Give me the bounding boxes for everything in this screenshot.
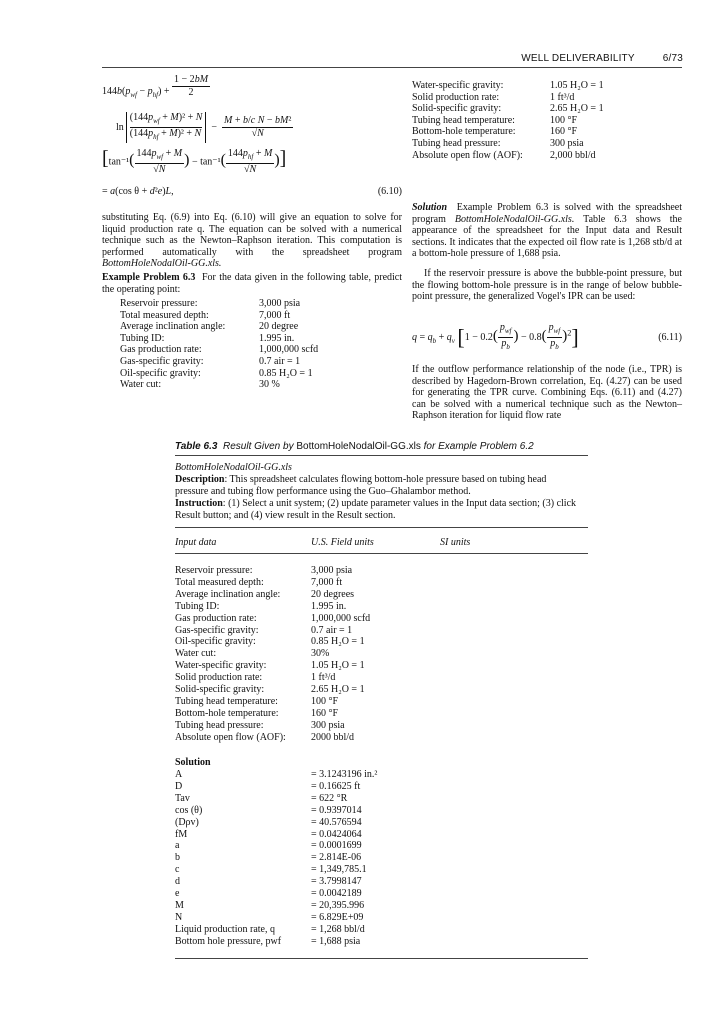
result-row [175,781,377,793]
parameter-row [120,344,318,356]
parameter-row-value: 3,000 psia [259,298,301,309]
column-header-input: Input data [175,537,217,548]
input-row [175,601,370,613]
solution-results-table [175,769,377,948]
input-row-label: Bottom-hole temperature: [175,707,279,719]
parameter-row [412,92,604,104]
parameter-row-label: Bottom-hole temperature: [412,126,516,138]
file-name-text: BottomHoleNodalOil-GG.xls [175,462,292,473]
input-row-value: 160 °F [311,707,339,719]
description-text: : This spreadsheet calculates flowing bottom-hole pressure based on tubing head pressure and tubing flow performance using the Guo–Ghalambor method. [175,474,547,497]
column-header-si-units: SI units [440,537,471,548]
solution-label: Solution [412,202,448,213]
input-row-value: 1,000,000 scfd [311,612,371,624]
parameter-row-value: 2,000 bbl/d [550,149,596,161]
body-paragraph [102,212,402,270]
result-row [175,805,377,817]
result-row-value: = 0.0001699 [311,840,362,852]
parameter-row-value: 1.05 H₂O = 1 [550,80,604,91]
section-title: WELL DELIVERABILITY [521,53,635,64]
parameter-row [412,150,604,162]
header-rule [102,67,682,68]
example-parameter-list-continued [412,80,604,161]
input-row-value: 100 °F [311,695,339,707]
result-row [175,852,377,864]
example-text: For the data given in the following table, predict the operating point: [102,272,403,295]
result-row-value: = 1,268 bbl/d [311,923,365,935]
parameter-row [412,115,604,127]
parameter-row-label: Gas production rate: [120,344,202,356]
input-row [175,636,370,648]
parameter-row [120,298,318,310]
result-row [175,840,377,852]
result-row [175,876,377,888]
equation-number: (6.11) [658,332,682,343]
table-label: Table 6.3 [175,441,218,452]
input-row [175,684,370,696]
parameter-row-label: Reservoir pressure: [120,298,198,309]
paragraph-text: If the reservoir pressure is above the bubble-point pressure, but the flowing bottom-hole pressure is in the range of below bubble-point pressure, the generalized Vogel's IPR can be used: [412,268,682,303]
result-row [175,900,377,912]
parameter-row [120,321,318,333]
result-row-label: A [175,769,183,780]
parameter-row-label: Tubing head pressure: [412,137,501,149]
parameter-row-label: Total measured depth: [120,309,209,321]
input-data-table [175,565,370,744]
input-row-label: Average inclination angle: [175,588,281,600]
table-file-name [175,462,292,474]
table-header-row [175,537,588,549]
parameter-row [412,80,604,92]
input-row-value: 1.995 in. [311,600,347,612]
input-row-label: Absolute open flow (AOF): [175,731,286,743]
input-row [175,565,370,577]
input-row-label: Tubing ID: [175,600,220,612]
parameter-row [120,379,318,391]
parameter-row-value: 300 psia [550,137,584,149]
instruction-label: Instruction [175,498,223,509]
input-row-value: 0.85 H₂O = 1 [311,636,365,648]
input-row-value: 1 ft³/d [311,672,336,684]
parameter-row-value: 100 °F [550,114,578,126]
body-paragraph [412,364,682,422]
result-row-label: Tav [175,792,190,804]
input-row [175,720,370,732]
result-row-label: fM [175,828,188,840]
result-row [175,769,377,781]
body-paragraph [412,268,682,303]
table-bottom-rule [175,958,588,959]
result-row-value: = 0.16625 ft [311,780,361,792]
caption-filename: BottomHoleNodalOil-GG.xls [296,441,421,452]
parameter-row-label: Tubing ID: [120,332,165,344]
parameter-row-value: 1,000,000 scfd [259,344,319,356]
result-row-label: e [175,888,180,900]
input-row [175,589,370,601]
result-row-label: a [175,840,180,852]
table-caption [175,441,534,452]
parameter-row-value: 160 °F [550,126,578,138]
input-row [175,625,370,637]
parameter-row [412,126,604,138]
result-row-value: = 622 °R [311,792,348,804]
result-row-value: = 3.1243196 in.² [311,769,378,780]
result-row-label: d [175,876,180,888]
input-row-value: 3,000 psia [311,565,353,576]
equation-6-10: $144b(p_{wf} - p_{hf})$ + $\frac{1 - 2bM}{2}$ ln $(144p_{wf} + M)^2 + N$ $(144p_{hf} + M)^2 + N$ − $\frac{\text{M + b/c N − bM²}}{√N}$ [tan⁻¹( $\frac{144p_{wf} + M}{√N}$ ) − tan⁻¹( $\frac{144p_{hf} + M}{√N}$ )] = a(cos θ + d²e)L, (6.10) [102,74,402,197]
result-row [175,817,377,829]
equation-6-11: $q = q_b + q_v$ [1 − 0.2( $\frac{p_{wf}}{p_b}$ ) − 0.8( $\frac{p_{wf}}{p_b}$ )$^2$] (6.11) [412,322,682,351]
caption-text: Result Given by [223,441,297,452]
column-header-us-units: U.S. Field units [311,537,374,548]
input-row [175,613,370,625]
result-row-label: M [175,899,184,911]
result-row [175,793,377,805]
input-row-value: 2.65 H₂O = 1 [311,684,365,696]
input-row [175,696,370,708]
table-instruction [175,498,580,521]
parameter-row-value: 2.65 H₂O = 1 [550,103,604,115]
parameter-row-label: Water-specific gravity: [412,80,504,91]
input-row-value: 20 degrees [311,588,355,600]
result-row-label: b [175,852,180,864]
input-row [175,577,370,589]
result-row-value: = 1,349,785.1 [311,864,367,876]
solution-heading [175,757,211,769]
input-row [175,672,370,684]
example-label: Example Problem 6.3 [102,272,196,283]
parameter-row [120,333,318,345]
table-description [175,474,580,497]
parameter-row-value: 0.85 H₂O = 1 [259,367,313,379]
running-header [521,53,683,64]
input-row-value: 1.05 H₂O = 1 [311,660,365,672]
parameter-row-label: Solid-specific gravity: [412,103,502,115]
result-row-label: Bottom hole pressure, pwf [175,935,282,947]
result-row-value: = 0.0424064 [311,828,362,840]
parameter-row-label: Average inclination angle: [120,321,226,333]
parameter-row-label: Absolute open flow (AOF): [412,149,523,161]
result-row-value: = 2.814E-06 [311,852,362,864]
page-number: 6/73 [662,53,683,64]
result-row-label: (Dρv) [175,816,199,828]
input-row-label: Reservoir pressure: [175,565,253,576]
spreadsheet-filename: BottomHoleNodalOil-GG.xls. [102,258,222,270]
result-row-label: cos (θ) [175,804,203,816]
input-row-label: Total measured depth: [175,576,264,588]
table-rule [175,527,588,528]
parameter-row [120,310,318,322]
example-problem [102,272,402,295]
caption-text: for Example Problem 6.2 [420,441,534,452]
parameter-row [120,368,318,380]
result-row-label: c [175,864,180,876]
parameter-row-value: 20 degree [259,321,299,333]
paragraph-text: If the outflow performance relationship of the node (i.e., TPR) is described by Hagedorn-Brown correlation, Eq. (4.27) can be used for generating the TPR curve. Combining Eqs. (6.11) and (4.27) can be solved with a numerical technique such as the Newton–Raphson iteration for liquid flow rate [412,364,682,422]
result-row [175,924,377,936]
input-row-value: 7,000 ft [311,576,343,588]
input-row-label: Tubing head temperature: [175,695,278,707]
equation-number: (6.10) [377,186,402,197]
result-row [175,864,377,876]
spreadsheet-filename: BottomHoleNodalOil-GG.xls. [454,213,575,225]
result-row [175,936,377,948]
input-row-label: Water cut: [175,648,217,660]
result-row-value: = 40.576594 [311,816,362,828]
result-row-value: = 0.9397014 [311,804,362,816]
parameter-row [412,103,604,115]
input-row-label: Gas-specific gravity: [175,624,259,636]
solution-text: Table 6.3 shows the appearance of the spreadsheet for the Input data and Result sections. It indicates that the expected oil flow rate is 1,268 stb/d at a bottom-hole pressure of 1,688 psia. [412,213,682,260]
input-row-value: 0.7 air = 1 [311,624,353,636]
result-row-value: = 3.7998147 [311,876,362,888]
result-row-value: = 6.829E+09 [311,911,364,923]
description-label: Description [175,474,225,485]
parameter-row-label: Solid production rate: [412,91,500,103]
input-row-value: 300 psia [311,719,345,731]
parameter-row-label: Water cut: [120,379,162,391]
table-top-rule [175,455,588,456]
paragraph-text: substituting Eq. (6.9) into Eq. (6.10) will give an equation to solve for liquid production rate q. The equation can be solved with a numerical technique such as the Newton–Raphson iteration. This computation is performed automatically with the spreadsheet program [102,212,402,258]
input-row-label: Water-specific gravity: [175,660,267,672]
input-row [175,648,370,660]
input-row-label: Gas production rate: [175,612,257,624]
table-header-rule [175,553,588,554]
result-row-value: = 20,395.996 [311,899,365,911]
result-row-label: D [175,780,183,792]
parameter-row-value: 1 ft³/d [550,91,575,103]
input-row [175,708,370,720]
example-parameter-list [120,298,318,391]
input-row-label: Oil-specific gravity: [175,636,256,648]
input-row-label: Tubing head pressure: [175,719,264,731]
instruction-text: : (1) Select a unit system; (2) update parameter values in the Input data section; (3) click Result button; and (4) view result in the Result section. [175,498,577,521]
parameter-row-label: Gas-specific gravity: [120,355,204,367]
solution-paragraph [412,202,682,260]
input-row-value: 30% [311,648,330,660]
solution-text: Example Problem 6.3 is solved with the spreadsheet program [412,202,683,225]
result-row [175,829,377,841]
parameter-row-value: 0.7 air = 1 [259,355,301,367]
result-row-value: = 1,688 psia [311,935,361,947]
parameter-row-value: 30 % [259,379,280,391]
input-row-label: Solid production rate: [175,672,263,684]
parameter-row-value: 1.995 in. [259,332,295,344]
solution-heading-text: Solution [175,757,211,768]
result-row [175,888,377,900]
result-row-value: = 0.0042189 [311,888,362,900]
parameter-row-label: Tubing head temperature: [412,114,515,126]
result-row-label: Liquid production rate, q [175,923,275,935]
input-row-label: Solid-specific gravity: [175,684,265,696]
parameter-row-label: Oil-specific gravity: [120,367,201,379]
parameter-row-value: 7,000 ft [259,309,291,321]
input-row [175,660,370,672]
parameter-row [412,138,604,150]
result-row [175,912,377,924]
result-row-label: N [175,911,183,923]
parameter-row [120,356,318,368]
input-row-value: 2000 bbl/d [311,731,355,743]
input-row [175,732,370,744]
